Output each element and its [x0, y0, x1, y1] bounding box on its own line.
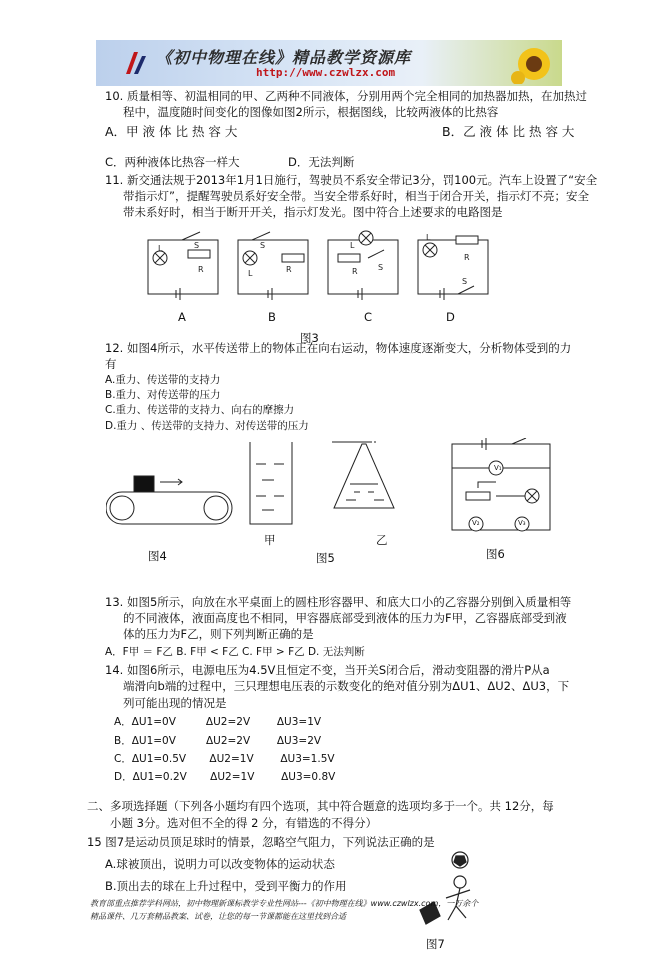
q13-options: A．F甲 ＝ F乙 B. F甲 < F乙 C. F甲 > F乙 D. 无法判断	[105, 646, 365, 658]
svg-text:S: S	[378, 263, 384, 272]
svg-text:S: S	[194, 241, 200, 250]
footer-line1: 教育部重点推荐学科网站，初中物理新课标教学专业性网站---《初中物理在线》www.czwlzx.com，一万余个	[90, 899, 479, 908]
figure-7-caption: 图7	[426, 937, 445, 951]
q10-option-a: A．甲 液 体 比 热 容 大	[105, 124, 238, 139]
q12-option-c: C.重力、传送带的支持力、向右的摩擦力	[105, 404, 295, 416]
svg-text:R: R	[286, 265, 292, 274]
q12-option-b: B.重力、对传送带的压力	[105, 389, 221, 401]
circuit-label-a: A	[178, 310, 186, 324]
q14-option-d: D．ΔU1=0.2V ΔU2=1V ΔU3=0.8V	[114, 771, 336, 783]
site-logo-icon	[122, 48, 150, 78]
banner-title: 《初中物理在线》精品教学资源库	[156, 48, 412, 67]
q12-line2: 有	[105, 357, 117, 371]
svg-text:L: L	[426, 233, 431, 242]
svg-text:L: L	[248, 269, 253, 278]
q10-line2: 程中，温度随时间变化的图像如图2所示，根据图线，比较两液体的比热容	[123, 105, 499, 119]
circuit-c	[328, 231, 398, 300]
voltmeter-v1-label: V₁	[494, 464, 502, 472]
circuit-label-b: B	[268, 310, 276, 324]
figure-3-circuits	[140, 226, 520, 322]
q11-line3: 带未系好时，相当于断开开关，指示灯发光。图中符合上述要求的电路图是	[123, 205, 503, 219]
q14-line3: 列可能出现的情况是	[123, 696, 227, 710]
svg-text:R: R	[352, 267, 358, 276]
svg-text:L: L	[158, 244, 163, 253]
section2-line2: 小题 3分。选对但不全的得 2 分，有错选的不得分）	[110, 816, 378, 830]
q15-option-a: A.球被顶出，说明力可以改变物体的运动状态	[105, 857, 335, 871]
q12-line1: 12. 如图4所示，水平传送带上的物体正在向右运动，物体速度逐渐变大，分析物体受到的力	[105, 341, 572, 355]
q10-option-d: D．无法判断	[288, 155, 355, 169]
svg-text:R: R	[198, 265, 204, 274]
q13-line2: 的不同液体，液面高度也不相同，甲容器底部受到液体的压力为F甲，乙容器底部受到液	[123, 611, 567, 625]
svg-text:R: R	[464, 253, 470, 262]
circuit-label-c: C	[364, 310, 373, 324]
q14-line1: 14. 如图6所示，电源电压为4.5V且恒定不变，当开关S闭合后，滑动变阻器的滑片P从a	[105, 663, 550, 677]
svg-text:L: L	[350, 241, 355, 250]
figure-5-containers	[244, 440, 414, 530]
q10-line1: 10. 质量相等、初温相同的甲、乙两种不同液体，分别用两个完全相同的加热器加热，在加热过	[105, 89, 587, 103]
q14-line2: 端滑向b端的过程中，三只理想电压表的示数变化的绝对值分别为ΔU1、ΔU2、ΔU3，下	[123, 679, 570, 693]
q14-option-a: A．ΔU1=0V ΔU2=2V ΔU3=1V	[114, 716, 322, 728]
circuit-b	[238, 232, 308, 300]
figure-6-caption: 图6	[486, 547, 505, 561]
svg-text:S: S	[260, 241, 266, 250]
figure-4-caption: 图4	[148, 549, 167, 563]
q14-option-b: B．ΔU1=0V ΔU2=2V ΔU3=2V	[114, 735, 322, 747]
section2-line1: 二、多项选择题（下列各小题均有四个选项，其中符合题意的选项均多于一个。共 12分，每	[87, 799, 554, 813]
circuit-d	[418, 236, 488, 300]
circuit-label-d: D	[446, 310, 455, 324]
q13-line1: 13. 如图5所示，向放在水平桌面上的圆柱形容器甲、和底大口小的乙容器分别倒入质量相等	[105, 595, 572, 609]
header-banner	[96, 40, 562, 86]
figure-5-caption: 图5	[316, 551, 335, 565]
figure-6-circuit	[446, 438, 556, 538]
figure-3-caption: 图3	[300, 331, 319, 345]
circuit-a	[148, 232, 218, 300]
container-yi-label: 乙	[376, 533, 388, 547]
footer-line2: 精品课件、几万套精品教案、试卷，让您的每一节课都能在这里找到合适	[90, 912, 346, 921]
q12-option-a: A.重力、传送带的支持力	[105, 374, 221, 386]
q12-option-d: D.重力 、传送带的支持力、对传送带的压力	[105, 420, 309, 432]
voltmeter-v2-label: V₂	[472, 519, 480, 527]
q11-line2: 带指示灯”，提醒驾驶员系好安全带。当安全带系好时，相当于闭合开关，指示灯不亮；安全	[123, 189, 589, 203]
figure-4-conveyor	[106, 470, 236, 530]
q10-option-c: C．两种液体比热容一样大	[105, 155, 240, 169]
container-jia-label: 甲	[264, 533, 276, 547]
q14-option-c: C．ΔU1=0.5V ΔU2=1V ΔU3=1.5V	[114, 753, 335, 765]
voltmeter-v3-label: V₃	[518, 519, 526, 527]
q15-option-b: B.顶出去的球在上升过程中，受到平衡力的作用	[105, 879, 347, 893]
sunflower-icon	[510, 44, 558, 84]
q13-line3: 体的压力为F乙，则下列判断正确的是	[123, 627, 314, 641]
banner-url[interactable]: http://www.czwlzx.com	[256, 66, 396, 79]
figure-7-soccer-icon	[410, 850, 490, 934]
q10-option-b: B．乙 液 体 比 热 容 大	[442, 124, 575, 139]
q11-line1: 11. 新交通法规于2013年1月1日施行，驾驶员不系安全带记3分，罚100元。汽车上设置了“安全	[105, 173, 598, 187]
svg-text:S: S	[462, 277, 468, 286]
q15-line1: 15 图7是运动员顶足球时的情景，忽略空气阻力，下列说法正确的是	[87, 835, 435, 849]
